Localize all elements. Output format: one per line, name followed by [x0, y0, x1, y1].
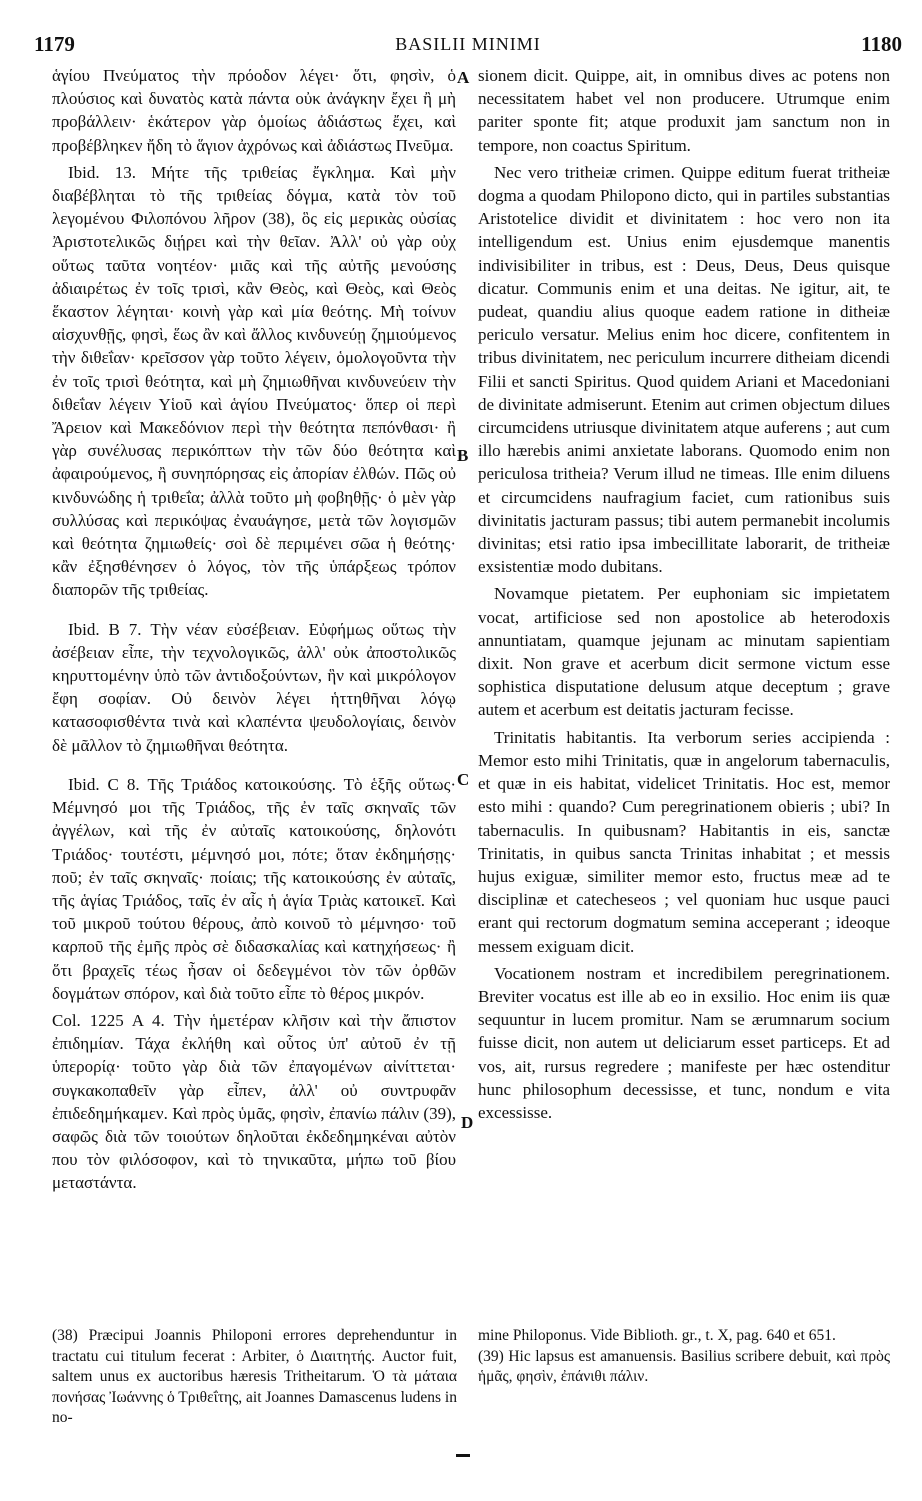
greek-paragraph-5: Col. 1225 A 4. Τὴν ἡμετέραν κλῆσιν καὶ τὴν ἄπιστον ἐπιδημίαν. Τάχα ἐκλήθη καὶ οὗτος ὑπ' αὐτοῦ ἐν τῇ ὑπερορίᾳ· τοῦτο γὰρ διὰ τῶν ἐπαγομένων αἰνίττεται· συγκακοπαθεῖν γὰρ εἶπεν, ἀλλ' οὐ συντρυφᾶν ἐπιδεδημήκαμεν. Καὶ πρὸς ὑμᾶς, φησὶν, ἐπανίω πάλιν (39), σαφῶς διὰ τῶν τοιούτων δηλοῦται ἐκδεδημηκέναι αὐτὸν που τὸν φιλόσοφον, καὶ τὸ τηνικαῦτα, μήπω τοῦ βίου μεταστάντα.: [52, 1010, 456, 1193]
latin-paragraph-2: Nec vero tritheiæ crimen. Quippe editum fuerat tritheiæ dogma a quodam Philopono dicto, qui in partiles substantias Aristotelice dividit et divinitatem : hoc vero non ita intelligendum est. Unius enim ejusdemque manentis indivisibiliter in tribus, est : Deus, Deus, Deus quisque dicatur. Communis enim et una deitas. Ne igitur, ait, te pudeat, quandiu alius quoque eadem ratione in ditheiæ periculo versatur. Melius enim hoc dicere, confitentem in tribus divinitatem, nec periculum incurrere ditheiam dicendi Filii et sancti Spiritus. Quod quidem Ariani et Macedoniani de divinitate admiserunt. Etenim aut crimen objectum dilues circumcidens utriusque divinitatem atque auferens ; aut cum illo hærebis animi anxietate laborans. Quomodo enim non periculosa tritheia? Verum illud ne timeas. Ille enim diluens et circumcidens naufragium faciet, cum rationibus suis divinitatis jacturam passus; tibi autem permanebit incolumis divinitas; etsi ratio ipsa imbecillitate laborarit, de tritheiæ exsistentiæ modo dubitans.: [478, 162, 890, 577]
latin-column: [478, 64, 890, 1128]
footnote-38: (38) Præcipui Joannis Philoponi errores deprehenduntur in tractatu cui titulum fecerat : Arbiter, ὁ Διαιτητής. Auctor fuit, saltem unus ex auctoribus hæresis Tritheitarum. Ὁ τὰ μάταια πονήσας Ἰωάννης ὁ Τριθεΐτης, ait Joannes Damascenus ludens in no-: [52, 1327, 457, 1426]
margin-letter-c: C: [457, 770, 470, 789]
greek-paragraph-4: Ibid. C 8. Τῆς Τριάδος κατοικούσης. Τὸ ἑξῆς οὕτως· Μέμνησό μοι τῆς Τριάδος, τῆς ἐν ταῖς σκηναῖς τῶν ἀγγέλων, καὶ τῆς ἐν αὐταῖς κατοικούσης, δηλονότι Τριάδος· τουτέστι, μέμνησό μοι, πότε; ὅταν ἐκδημήσῃς· ποῦ; ἐν ταῖς σκηναῖς· ποίαις; τῆς κατοικούσης ἐν αὐταῖς, τῆς ἁγίας Τριάδος, ταῖς ἐν αἷς ἡ ἁγία Τριὰς κατοικεῖ. Καὶ τοῦ μικροῦ τούτου θέρους, ἀπὸ κοινοῦ τὸ μέμνησο· τοῦ καρποῦ τῆς ἐμῆς πρὸς σὲ διδασκαλίας καὶ κατηχήσεως· ἢ ὅτι βραχεῖς τέως ἦσαν οἱ δεδεγμένοι τὸν τῶν ὀρθῶν δογμάτων σπόρον, καὶ διὰ τοῦτο εἶπε τὸ θέρος μικρόν.: [52, 774, 456, 1003]
margin-letter-b: B: [457, 446, 469, 465]
margin-letter-d: D: [461, 1113, 474, 1132]
footnote-39: (39) Hic lapsus est amanuensis. Basilius scribere debuit, καὶ πρὸς ἡμᾶς, φησὶν, ἐπάνιθι πάλιν.: [478, 1347, 890, 1385]
page-end-dash: [456, 1454, 470, 1457]
running-title: BASILII MINIMI: [395, 34, 541, 54]
footnotes-right: [478, 1326, 890, 1388]
footnotes-left: [52, 1326, 457, 1429]
greek-paragraph-1: ἁγίου Πνεύματος τὴν πρόοδον λέγει· ὅτι, φησὶν, ὁ πλούσιος καὶ δυνατὸς κατὰ πάντα οὐκ ἀνάγκην ἔχει ἢ μὴ προβάλλειν· ἑκάτερον γὰρ ὁμοίως ἀδιάστως ἔχει, καὶ προβέβληκεν ἤδη τὸ ἅγιον ἀχρόνως καὶ ἀδιάστως Πνεῦμα.: [52, 66, 456, 155]
footnote-38-continuation: mine Philoponus. Vide Biblioth. gr., t. X, pag. 640 et 651.: [478, 1327, 836, 1344]
page-header: [34, 32, 902, 58]
greek-column: [52, 64, 456, 1199]
page-number-right: 1180: [861, 32, 902, 56]
latin-paragraph-3: Novamque pietatem. Per euphoniam sic impietatem vocat, artificiose sed non apostolice ab heterodoxis annuntiatam, quamque jejunam ac minutam sapientiam dixit. Non grave et acerbum dicit sermone victum esse sophistica disputatione delusum atque deceptum ; grave autem et acerbum est deitatis jacturam fecisse.: [478, 584, 890, 720]
page-number-left: 1179: [34, 32, 75, 56]
latin-paragraph-1: sionem dicit. Quippe, ait, in omnibus dives ac potens non necessitatem habet vel non producere. Utrumque enim pariter sponte fit; atque produxit jam sanctum non in tempore, non coactus Spiritum.: [478, 66, 890, 155]
latin-paragraph-4: Trinitatis habitantis. Ita verborum series accipienda : Memor esto mihi Trinitatis, quæ in angelorum tabernaculis, et quæ in eis habitat, videlicet Trinitatis. Hoc est, memor esto mihi : quando? Cum peregrinationem obieris ; ubi? In tabernaculis. In quibusnam? Habitantis in eis, sanctæ Trinitatis, in quibus sancta Trinitas inhabitat ; et messis hujus exiguæ, similiter memor esto, fructus meæ ad te disciplinæ et catecheseos ; vel quoniam huc usque pauci erant qui rectorum dogmatum semina acceperant ; ideoque messem exiguam dicit.: [478, 727, 890, 956]
latin-paragraph-5: Vocationem nostram et incredibilem peregrinationem. Breviter vocatus est ille ab eo in exsilio. Hoc enim iis quæ sequuntur in lucem promitur. Nam se ærumnarum socium fuisse dicit, non autem ut deliciarum esset particeps. Et ad vos, ait, rursus regredere ; manifeste per hæc ostenditur hunc philosophum decessisse, et tunc, nondum e vita excessisse.: [478, 963, 890, 1122]
margin-letter-a: A: [457, 68, 470, 87]
greek-paragraph-2: Ibid. 13. Μήτε τῆς τριθείας ἔγκλημα. Καὶ μὴν διαβέβληται τὸ τῆς τριθείας δόγμα, κατὰ τὸν τοῦ λεγομένου Φιλοπόνου λῆρον (38), ὃς εἰς μερικὰς οὐσίας Ἀριστοτελικῶς διῄρει καὶ τὴν θεῖαν. Ἀλλ' οὐ γὰρ οὐχ οὕτως ταῦτα νοητέον· μιᾶς καὶ τῆς αὐτῆς μενούσης ἀδιαιρέτως ἐν τοῖς τρισὶ, κἂν Θεὸς, καὶ Θεὸς, καὶ Θεὸς ἕκαστον λέγηται· κοινὴ γὰρ καὶ μία θεότης. Μὴ τοίνυν αἰσχυνθῇς, φησὶ, ἕως ἂν καὶ ἄλλος κινδυνεύῃ ζημιούμενος τὴν διθεΐαν· κρεῖσσον γὰρ τοῦτο λέγειν, ὁμολογοῦντα τὴν ἐν τοῖς τρισὶ θεότητα, καὶ μὴ ζημιωθῆναι κινδυνεύειν τὴν διθεΐαν λέγειν Υἱοῦ καὶ ἁγίου Πνεύματος· ὅπερ οἱ περὶ Ἄρειον καὶ Μακεδόνιον περὶ τὴν θεότητα πεπόνθασι· ἢ γὰρ συνέλυσας περικόπτων τὴν τῶν δύο θεότητα καὶ ἀφαιρούμενος, ἢ συνηπόρησας εἰς ἀπορίαν ἐλθών. Πῶς οὐ κινδυνώδης ἡ τριθεΐα; ἀλλὰ τοῦτο μὴ φοβηθῇς· ὁ μὲν γὰρ συλλύσας καὶ περικόψας ἐναυάγησε, μετὰ τῶν λογισμῶν καὶ θεότητα ζημιωθείς· σοὶ δὲ περιμένει σῶα ἡ θεότης· κἂν ἐξησθένησεν ὁ λόγος, τὸν τῆς ὑπάρξεως τρόπον διαπορῶν τῆς τριθείας.: [52, 162, 456, 600]
greek-paragraph-3: Ibid. B 7. Τὴν νέαν εὐσέβειαν. Εὐφήμως οὕτως τὴν ἀσέβειαν εἶπε, τὴν τεχνολογικῶς, ἀλλ' οὐκ ἀποστολικῶς κηρυττομένην ὑπὸ τῶν ἀντιδοξούντων, ἣν καὶ μικρόλογον ἔφη σοφίαν. Οὐ δεινὸν λέγει ἡττηθῆναι λόγῳ κατασοφισθέντα τινὰ καὶ κλαπέντα ψευδολογίαις, δεινὸν δὲ μᾶλλον τὸ ζημιωθῆναι θεότητα.: [52, 619, 456, 755]
